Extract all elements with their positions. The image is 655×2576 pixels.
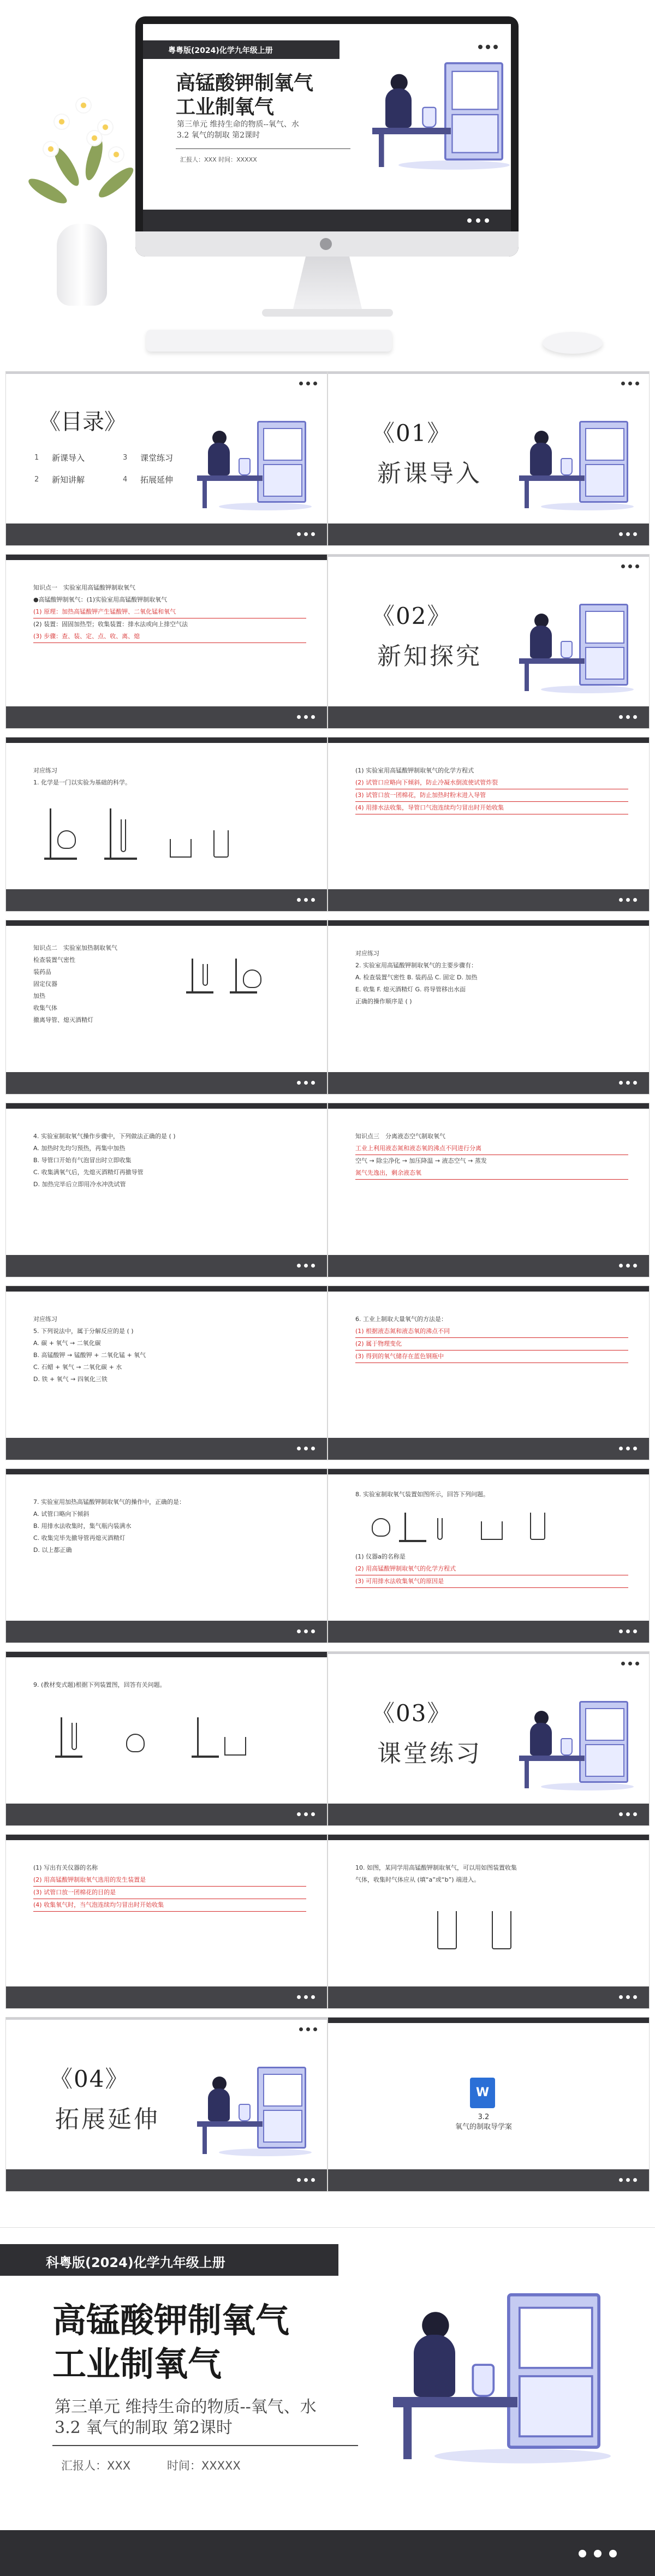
toc-title: 《目录》: [39, 409, 126, 435]
lab-illustration: [519, 421, 634, 514]
slide-text: 对应练习 1. 化学是一门以实验为基础的科学。: [33, 767, 131, 786]
page-title: 高锰酸钾制氧气 工业制氧气: [52, 2300, 290, 2384]
lab-illustration: [519, 604, 634, 697]
slide-section-02[interactable]: [327, 554, 650, 729]
slide-text: 6. 工业上制取大量氧气的方法是： (1) 根据液态氮和液态氧的沸点不同 (2) 属于物理变化 (3) 得到的氧气储存在蓝色钢瓶中: [355, 1313, 628, 1363]
section-number: 《03》: [372, 1700, 451, 1727]
hero-subtitle: 第三单元 维持生命的物质--氧气、水 3.2 氧气的制取 第2课时: [177, 120, 299, 140]
course-label: 科粤版(2024)化学九年级上册: [46, 2255, 225, 2270]
hero-meta: 汇报人：XXX 时间：XXXXX: [180, 156, 257, 163]
slide-exercise-3[interactable]: [5, 1103, 327, 1277]
header-bar: [0, 2244, 338, 2276]
slide-text: (1) 仪器a的名称是 (2) 用高锰酸钾制取氧气的化学方程式 (3) 可用排水法收集氧气的原因是: [355, 1551, 628, 1588]
dots-icon: [621, 1662, 639, 1665]
slide-exercise-1[interactable]: [5, 737, 327, 912]
section-number: 《01》: [372, 420, 451, 447]
dots-icon: [579, 2550, 617, 2557]
slide-exercise-7[interactable]: [327, 1468, 650, 1643]
slide-knowledge-1b[interactable]: [327, 737, 650, 912]
slide-section-01[interactable]: [327, 371, 650, 546]
section-name: 新课导入: [377, 460, 482, 487]
slide-text: 10. 如图，某同学用高锰酸钾制取氧气，可以用如图装置收集 气体，收集时气体应从 (填“a”或“b”) 端进入。: [355, 1864, 517, 1883]
hero-header: 粤粤版(2024)化学九年级上册: [168, 46, 273, 55]
toc-item[interactable]: 新课导入: [52, 453, 85, 463]
slide-exercise-5[interactable]: [327, 1286, 650, 1460]
word-file-icon[interactable]: W: [470, 2078, 495, 2108]
slide-text: 知识点一 实验室用高锰酸钾制取氧气 ●高锰酸钾制氧气：(1)实验室用高锰酸钾制取氧气 (1) 原理：加热高锰酸钾产生锰酸钾、二氧化锰和氧气 (2) 装置：固固加热型；收集装置：排水法或向上排空气法 (3) 步骤：查、装、定、点、收、离、熄: [33, 582, 306, 643]
dots-icon: [299, 2027, 317, 2031]
lab-illustration: [393, 2293, 611, 2470]
slide-text: 4. 实验室制取氧气操作步骤中，下列做法正确的是 ( ) A. 加热时先均匀预热，再集中加热 B. 导管口开始有气泡冒出时立即收集 C. 收集满氧气后，先熄灭酒精灯再撤导管 D. 加热完毕后立即用冷水冲洗试管: [33, 1133, 176, 1188]
slide-section-04[interactable]: [5, 2017, 327, 2192]
decorative-plant: [33, 76, 131, 306]
slide-text: 知识点二 实验室加热制取氧气 检查装置气密性 装药品 固定仪器 加热 收集气体 撤离导管、熄灭酒精灯: [33, 944, 117, 1024]
apple-logo-icon: [320, 238, 332, 250]
section-number: 《02》: [372, 603, 451, 629]
slide-exercise-10[interactable]: [327, 1834, 650, 2009]
dots-icon: [621, 382, 639, 385]
hero-header-bar: [143, 40, 340, 59]
lab-illustration: [197, 2067, 312, 2159]
slide-text: 对应练习 2. 实验室用高锰酸钾制取氧气的主要步骤有： A. 检查装置气密性 B. 装药品 C. 固定 D. 加热 E. 收集 F. 熄灭酒精灯 G. 将导管移出水面 正确的操作顺序是 ( ): [355, 950, 478, 1005]
mouse: [543, 332, 603, 354]
monitor-screen: [143, 24, 511, 231]
slide-title-large: [0, 2227, 655, 2576]
toc-item[interactable]: 课堂练习: [140, 453, 174, 463]
slide-text: 知识点三 分离液态空气制取氧气 工业上利用液态氮和液态氧的沸点不同进行分离 空气 → 除尘净化 → 加压降温 → 液态空气 → 蒸发 氮气先逸出，剩余液态氧: [355, 1131, 628, 1180]
slide-knowledge-1[interactable]: [5, 554, 327, 729]
keyboard: [146, 330, 392, 352]
reporter: 汇报人：XXX: [61, 2459, 131, 2472]
slide-section-03[interactable]: [327, 1651, 650, 1826]
time: 时间：XXXXX: [166, 2459, 241, 2472]
slide-text: (1) 写出有关仪器的名称 (2) 用高锰酸钾制取氧气选用的发生装置是 (3) 试管口放一团棉花的目的是 (4) 收集氧气时，当气泡连续均匀冒出时开始收集: [33, 1862, 306, 1912]
slide-knowledge-2[interactable]: [5, 920, 327, 1094]
slide-exercise-4[interactable]: [5, 1286, 327, 1460]
slide-text: 9. (教材变式题)根据下列装置图，回答有关问题。: [33, 1681, 166, 1688]
hero-mockup: [0, 0, 655, 360]
meta-line: [61, 2457, 241, 2473]
lab-illustration: [519, 1701, 634, 1794]
lab-illustration: [197, 421, 312, 514]
slide-text: 8. 实验室制取氧气装置如图所示，回答下列问题。: [355, 1491, 489, 1498]
dots-icon: [299, 382, 317, 385]
slide-exercise-6[interactable]: [5, 1468, 327, 1643]
slide-text: (1) 实验室用高锰酸钾制取氧气的化学方程式 (2) 试管口应略向下倾斜，防止冷凝水倒流使试管炸裂 (3) 试管口放一团棉花，防止加热时粉末进入导管 (4) 用排水法收集，导管口气泡连续均匀冒出时开始收集: [355, 765, 628, 814]
slide-doc-attachment[interactable]: [327, 2017, 650, 2192]
toc-item[interactable]: 拓展延伸: [140, 475, 174, 485]
slide-text: 7. 实验室用加热高锰酸钾制取氧气的操作中，正确的是： A. 试管口略向下倾斜 B. 用排水法收集时，集气瓶内装满水 C. 收集完毕先撤导管再熄灭酒精灯 D. 以上都正确: [33, 1498, 185, 1554]
slide-exercise-8[interactable]: [5, 1651, 327, 1826]
dots-icon: [467, 218, 489, 223]
section-name: 拓展延伸: [55, 2105, 160, 2133]
dots-icon: [621, 564, 639, 568]
dots-icon: [478, 45, 498, 49]
toc-item[interactable]: 新知讲解: [52, 475, 85, 485]
monitor: [135, 16, 519, 257]
slide-toc[interactable]: 《目录》 1 新课导入 3 课堂练习 2 新知讲解 4 拓展延伸: [5, 371, 327, 546]
hero-title: 高锰酸钾制氧气 工业制氧气: [176, 72, 314, 118]
page-subtitle: 第三单元 维持生命的物质--氧气、水 3.2 氧气的制取 第2课时: [55, 2397, 317, 2437]
file-name[interactable]: 3.2 氧气的制取导学案: [455, 2113, 512, 2131]
slide-text: 对应练习 5. 下列说法中，属于分解反应的是 ( ) A. 碳 + 氧气 → 二氧化碳 B. 高锰酸钾 → 锰酸钾 + 二氧化锰 + 氧气 C. 石蜡 + 氧气 → 二氧化碳 + 水 D. 铁 + 氧气 → 四氧化三铁: [33, 1316, 146, 1383]
slide-exercise-9[interactable]: [5, 1834, 327, 2009]
slide-exercise-2[interactable]: [327, 920, 650, 1094]
lab-illustration: [372, 62, 510, 174]
section-number: 《04》: [50, 2066, 129, 2092]
section-name: 课堂练习: [377, 1740, 482, 1768]
section-name: 新知探究: [377, 642, 482, 670]
slide-knowledge-3[interactable]: [327, 1103, 650, 1277]
